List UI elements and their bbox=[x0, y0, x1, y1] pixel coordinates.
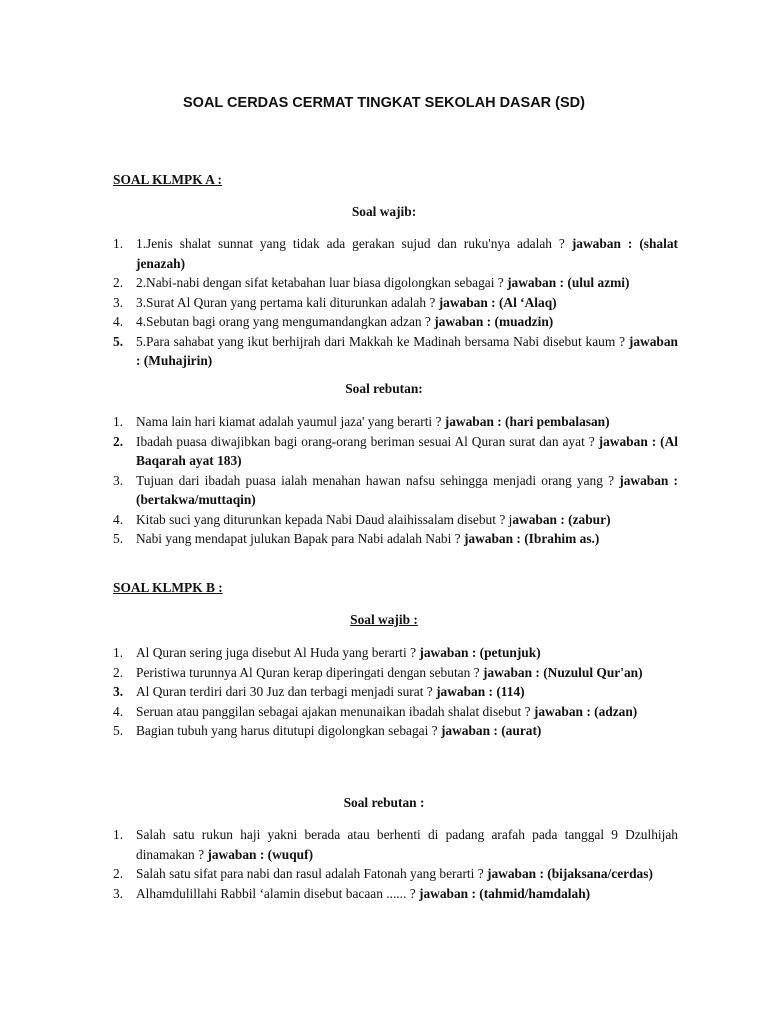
group-a-rebutan-list bbox=[113, 412, 678, 549]
item-number: 3. bbox=[113, 472, 124, 488]
list-item bbox=[113, 884, 678, 904]
answer-text: jawaban : (aurat) bbox=[440, 723, 542, 738]
list-item bbox=[113, 312, 678, 332]
question-text: 4.Sebutan bagi orang yang mengumandangkan adzan ? bbox=[136, 314, 435, 329]
question-text: Salah satu sifat para nabi dan rasul adalah Fatonah yang berarti ? bbox=[136, 866, 488, 881]
item-number: 1. bbox=[113, 645, 124, 660]
question-text: Al Quran terdiri dari 30 Juz dan terbagi menjadi surat ? bbox=[136, 684, 437, 699]
question-text: Seruan atau panggilan sebagai ajakan menunaikan ibadah shalat disebut ? bbox=[136, 703, 534, 719]
group-a-wajib-list bbox=[113, 234, 678, 371]
list-item bbox=[113, 702, 678, 722]
question-text: Alhamdulillahi Rabbil ‘alamin disebut bacaan ...... ? bbox=[136, 885, 419, 901]
answer-text: jawaban : (Al ‘Alaq) bbox=[438, 294, 557, 310]
question-text: Nabi yang mendapat julukan Bapak para Nabi adalah Nabi ? bbox=[136, 531, 464, 546]
list-item bbox=[113, 643, 678, 663]
item-number: 1. bbox=[113, 414, 124, 429]
list-item bbox=[113, 412, 678, 432]
page-title: SOAL CERDAS CERMAT TINGKAT SEKOLAH DASAR (SD) bbox=[183, 95, 585, 111]
item-number: 3. bbox=[113, 684, 124, 699]
question-text: Bagian tubuh yang harus ditutupi digolongkan sebagai ? bbox=[136, 723, 441, 738]
answer-text: jawaban : (muadzin) bbox=[434, 314, 554, 329]
group-a-rebutan-heading: Soal rebutan: bbox=[345, 381, 423, 396]
question-text: 5.Para sahabat yang ikut berhijrah dari Makkah ke Madinah bersama Nabi disebut kaum ? bbox=[136, 333, 629, 349]
answer-text: jawaban : (Al Baqarah ayat 183) bbox=[136, 433, 678, 468]
list-item bbox=[113, 332, 678, 371]
item-number: 3. bbox=[113, 294, 124, 310]
list-item bbox=[113, 721, 678, 741]
item-number: 2. bbox=[113, 664, 124, 680]
question-text: 1.Jenis shalat sunnat yang tidak ada gerakan sujud dan ruku'nya adalah ? bbox=[136, 236, 572, 251]
item-number: 4. bbox=[113, 703, 124, 719]
answer-text: jawaban : (petunjuk) bbox=[419, 645, 541, 660]
list-item bbox=[113, 825, 678, 864]
list-item bbox=[113, 293, 678, 313]
answer-text: jawaban : (wuquf) bbox=[207, 846, 314, 862]
item-number: 4. bbox=[113, 511, 124, 527]
item-number: 5. bbox=[113, 723, 124, 738]
item-number: 2. bbox=[113, 433, 124, 449]
question-text: Peristiwa turunnya Al Quran kerap diperingati dengan sebutan ? bbox=[136, 664, 483, 680]
item-number: 4. bbox=[113, 314, 124, 329]
question-text: Ibadah puasa diwajibkan bagi orang-orang beriman sesuai Al Quran surat dan ayat ? bbox=[136, 433, 599, 449]
answer-text: jawaban : (Nuzulul Qur'an) bbox=[482, 664, 643, 680]
item-number: 1. bbox=[113, 827, 124, 842]
question-text: Al Quran sering juga disebut Al Huda yang berarti ? bbox=[136, 645, 420, 660]
item-number: 3. bbox=[113, 885, 124, 901]
question-text: Salah satu rukun haji yakni berada atau berhenti di padang arafah pada tanggal 9 Dzulhijah dinamakan ? bbox=[136, 827, 678, 862]
answer-text: jawaban : (bijaksana/cerdas) bbox=[487, 866, 653, 881]
group-a-heading: SOAL KLMPK A : bbox=[113, 172, 223, 187]
question-text: Tujuan dari ibadah puasa ialah menahan hawan nafsu sehingga menjadi orang yang ? bbox=[136, 472, 620, 488]
answer-text: jawaban : (hari pembalasan) bbox=[444, 414, 610, 429]
list-item bbox=[113, 432, 678, 471]
answer-text: jawaban : (114) bbox=[436, 684, 525, 699]
question-text: 2.Nabi-nabi dengan sifat ketabahan luar biasa digolongkan sebagai ? bbox=[136, 275, 508, 290]
answer-text: jawaban : (Muhajirin) bbox=[136, 333, 678, 368]
answer-text: jawaban : (tahmid/hamdalah) bbox=[419, 885, 591, 901]
answer-text: jawaban : (ulul azmi) bbox=[507, 275, 630, 290]
list-item bbox=[113, 510, 678, 530]
list-item bbox=[113, 682, 678, 702]
item-number: 5. bbox=[113, 531, 124, 546]
group-b-wajib-list bbox=[113, 643, 678, 741]
item-number: 5. bbox=[113, 333, 124, 349]
list-item bbox=[113, 471, 678, 510]
question-text: Kitab suci yang diturunkan kepada Nabi Daud alaihissalam disebut ? j bbox=[136, 511, 513, 527]
list-item bbox=[113, 864, 678, 884]
question-text: Nama lain hari kiamat adalah yaumul jaza' yang berarti ? bbox=[136, 414, 445, 429]
group-b-rebutan-list bbox=[113, 825, 678, 903]
answer-text: jawaban : (Ibrahim as.) bbox=[463, 531, 600, 546]
list-item bbox=[113, 234, 678, 273]
group-a-wajib-heading: Soal wajib: bbox=[351, 204, 417, 219]
list-item bbox=[113, 529, 678, 549]
answer-text: awaban : (zabur) bbox=[512, 511, 611, 527]
answer-text: jawaban : (bertakwa/muttaqin) bbox=[136, 472, 678, 507]
item-number: 1. bbox=[113, 236, 124, 251]
group-b-heading: SOAL KLMPK B : bbox=[113, 580, 223, 595]
answer-text: jawaban : (shalat jenazah) bbox=[136, 236, 679, 271]
item-number: 2. bbox=[113, 275, 124, 290]
list-item bbox=[113, 273, 678, 293]
group-b-rebutan-heading: Soal rebutan : bbox=[343, 795, 425, 810]
answer-text: jawaban : (adzan) bbox=[533, 703, 638, 719]
question-text: 3.Surat Al Quran yang pertama kali diturunkan adalah ? bbox=[136, 294, 439, 310]
list-item bbox=[113, 663, 678, 683]
group-b-wajib-heading: Soal wajib : bbox=[350, 612, 418, 627]
item-number: 2. bbox=[113, 866, 124, 881]
